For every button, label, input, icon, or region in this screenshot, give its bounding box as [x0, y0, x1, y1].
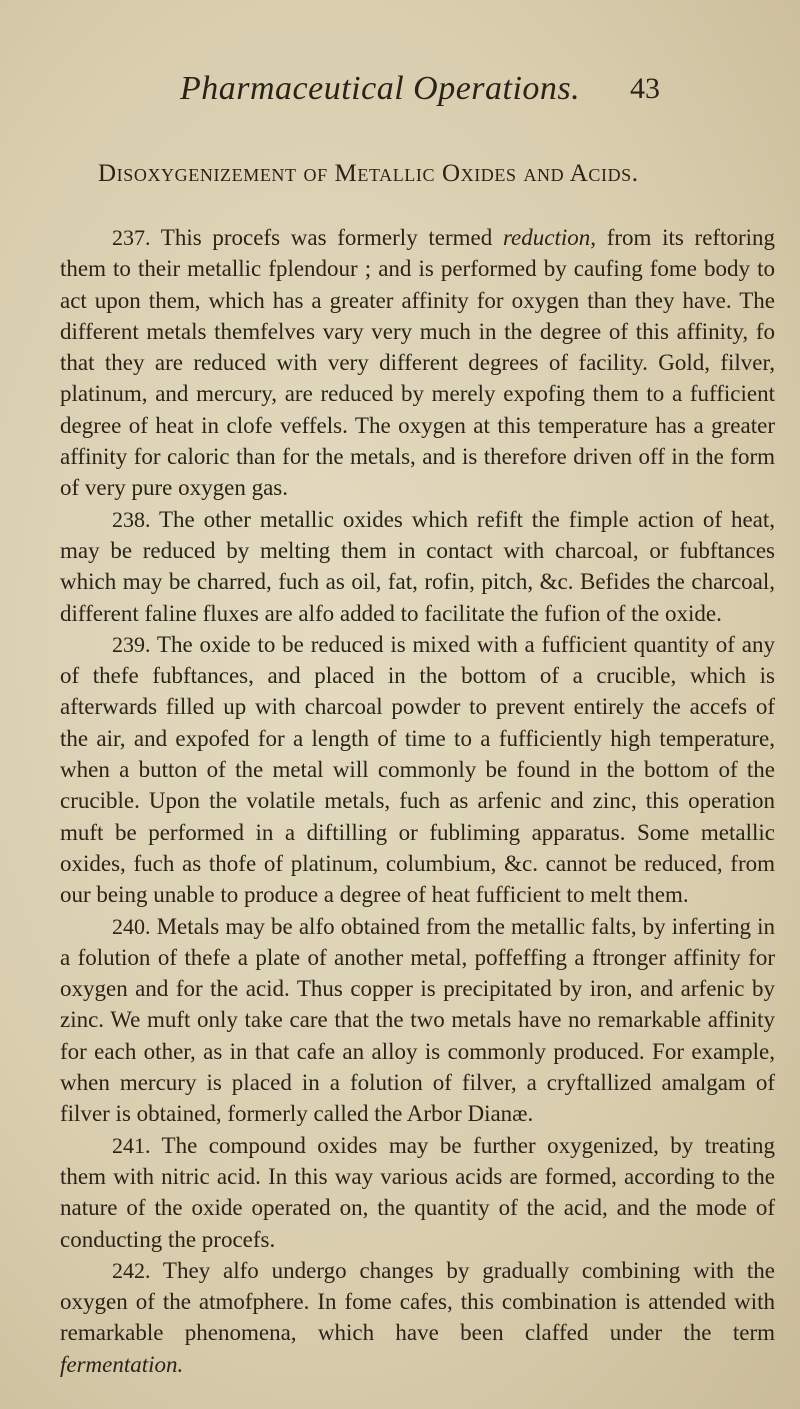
paragraph-240	[60, 911, 775, 1130]
section-heading: Disoxygenizement of Metallic Oxides and Acids.	[98, 160, 639, 187]
running-title: Pharmaceutical Operations.	[180, 70, 581, 107]
paragraph-text: The compound oxides may be further oxygenized, by treating them with nitric acid. In this way various acids are formed, according to the nature of the oxide operated on, the quantity of the acid, and the mode of conducting the procefs.	[60, 1132, 775, 1252]
paragraph-242	[60, 1255, 775, 1380]
paragraph-italic-term: reduction,	[502, 225, 596, 250]
page-number: 43	[630, 72, 660, 105]
paragraph-text: Metals may be alfo obtained from the metallic falts, by inferting in a folution of thefe a plate of another metal, poffeffing a ftronger affinity for oxygen and for the acid. Thus copper is precipitated by iron, and arfenic by zinc. We muft only take care that the two metals have no remarkable affinity for each other, as in that cafe an alloy is commonly produced. For example, when mercury is placed in a folution of filver, a cryftallized amalgam of filver is obtained, formerly called the Arbor Dianæ.	[60, 913, 775, 1127]
paragraph-number: 237.	[112, 225, 151, 250]
paragraph-239	[60, 629, 775, 911]
paragraph-italic-term: fermentation.	[60, 1351, 184, 1377]
paragraph-238	[60, 504, 775, 629]
body-text	[60, 222, 775, 1380]
paragraph-241	[60, 1130, 775, 1255]
paragraph-text: This procefs was formerly termed	[150, 225, 503, 250]
paragraph-text: The oxide to be reduced is mixed with a fufficient quantity of any of thefe fubftances, and placed in the bottom of a crucible, which is afterwards filled up with charcoal powder to prevent entirely the accefs of the air, and expofed for a length of time to a fufficiently high temperature, when a button of the metal will commonly be found in the bottom of the crucible. Upon the volatile metals, fuch as arfenic and zinc, this operation muft be performed in a diftilling or fubliming apparatus. Some metallic oxides, fuch as thofe of platinum, columbium, &c. cannot be reduced, from our being unable to produce a degree of heat fufficient to melt them.	[60, 631, 775, 908]
paragraph-text: from its reftoring them to their metallic fplendour ; and is performed by caufing fome body to act upon them, which has a greater affinity for oxygen than they have. The different metals themfelves vary very much in the degree of this affinity, fo that they are reduced with very different degrees of facility. Gold, filver, platinum, and mercury, are reduced by merely expofing them to a fufficient degree of heat in clofe veffels. The oxygen at this temperature has a greater affinity for caloric than for the metals, and is therefore driven off in the form of very pure oxygen gas.	[60, 225, 775, 501]
page-header	[180, 70, 660, 110]
paragraph-number: 240.	[112, 913, 151, 939]
paragraph-text: The other metallic oxides which refift the fimple action of heat, may be reduced by melting them in contact with charcoal, or fubftances which may be charred, fuch as oil, fat, rofin, pitch, &c. Befides the charcoal, different faline fluxes are alfo added to facilitate the fufion of the oxide.	[60, 506, 775, 626]
paragraph-text: They alfo undergo changes by gradually combining with the oxygen of the atmofphere. In fome cafes, this combination is attended with remarkable phenomena, which have been claffed under the term	[60, 1257, 775, 1346]
paragraph-number: 238.	[112, 506, 151, 532]
paragraph-number: 242.	[112, 1257, 151, 1283]
paragraph-237	[60, 222, 775, 504]
paragraph-number: 241.	[112, 1132, 151, 1158]
paragraph-number: 239.	[112, 631, 151, 657]
